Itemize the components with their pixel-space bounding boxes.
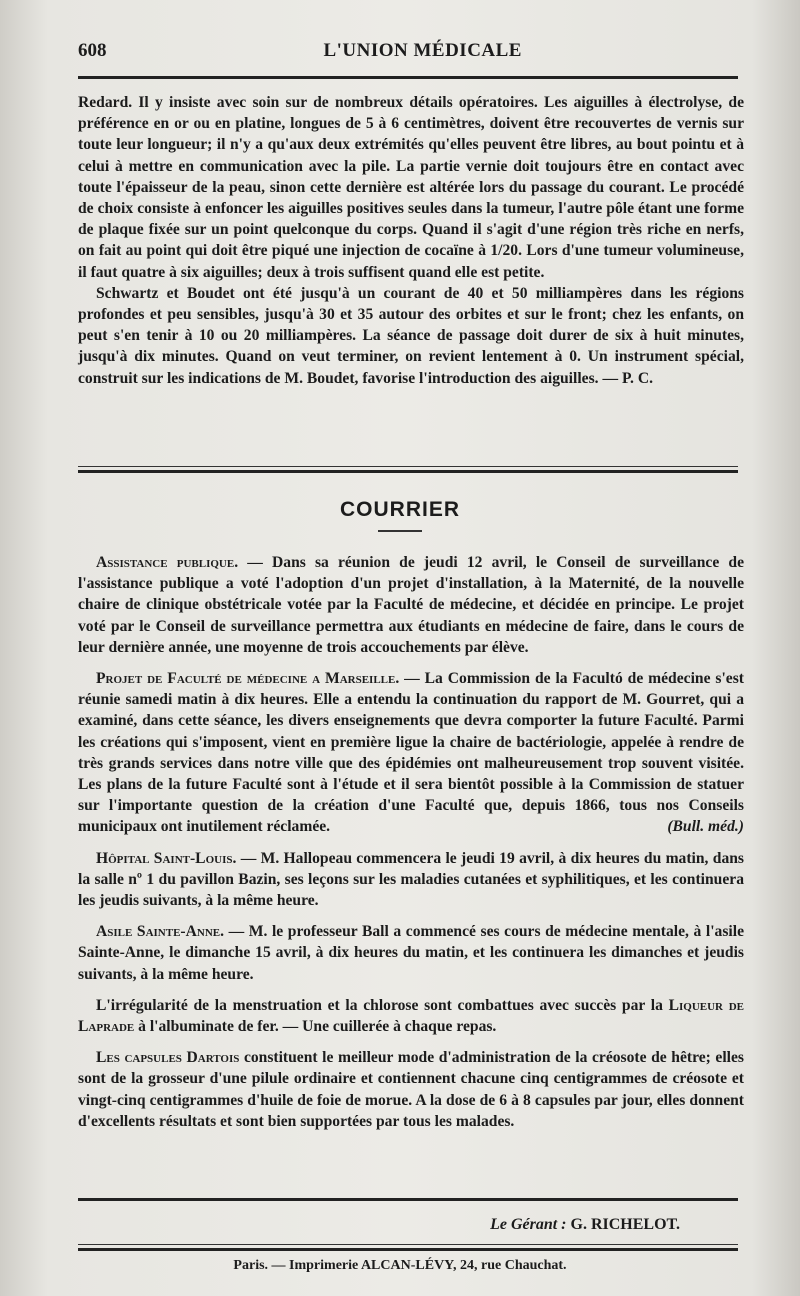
news-source: (Bull. méd.) bbox=[667, 818, 744, 836]
journal-title: L'UNION MÉDICALE bbox=[323, 40, 522, 61]
news-lead: Hôpital Saint-Louis. bbox=[96, 849, 237, 867]
news-item-marseille bbox=[78, 668, 744, 838]
news-text: à l'albuminate de fer. — Une cuillerée à chaque repas. bbox=[134, 1018, 497, 1036]
news-item-dartois bbox=[78, 1047, 744, 1132]
section-title-underline bbox=[378, 530, 422, 532]
news-text: — M. le professeur Ball a commencé ses cours de médecine mentale, à l'asile Sainte-Anne, le dimanche 15 avril, à dix heures du matin, et les continuera les dimanches et jeudis suivants, à la même heure. bbox=[78, 923, 745, 983]
news-pre: L'irrégularité de la menstruation et la chlorose sont combattues avec succès par la bbox=[96, 996, 669, 1014]
page-number: 608 bbox=[78, 40, 107, 61]
news-text: constituent le meilleur mode d'administration de la créosote de hêtre; elles sont de la grosseur d'une pilule ordinaire et contiennent chacune cinq centigrammes de créosote et vingt-cinq centigrammes d'huile de foie de morue. A la dose de 6 à 8 capsules par jour, elles donnent d'excellents résultats et sont bien supportées par tous les malades. bbox=[78, 1049, 745, 1130]
section-rule-bottom bbox=[78, 470, 738, 473]
article-paragraph-1: Redard. Il y insiste avec soin sur de nombreux détails opératoires. Les aiguilles à électrolyse, de préférence en or ou en platine, longues de 5 à 6 centimètres, doivent être recouvertes de vernis sur toute leur longueur; il n'y a qu'aux deux extrémités qu'elles peuvent être libres, au bout pointu et à celui à mettre en communication avec la pile. La partie vernie doit toujours être en contact avec toute l'épaisseur de la peau, sinon cette dernière est altérée lors du passage du courant. Le procédé de choix consiste à enfoncer les aiguilles positives seules dans la tumeur, l'autre pôle étant une forme de plaque fixée sur un point quelconque du corps. Quand il s'agit d'une région très riche en nerfs, on fait au point qui doit être piqué une injection de cocaïne à 1/20. Lors d'une tumeur volumineuse, il faut quatre à six aiguilles; deux à trois suffisent quand elle est petite. bbox=[78, 94, 744, 281]
news-text: — M. Hallopeau commencera le jeudi 19 avril, à dix heures du matin, dans la salle nº 1 du pavillon Bazin, ses leçons sur les maladies cutanées et syphilitiques, et les continuera les jeudis suivants, à la même heure. bbox=[78, 849, 744, 910]
news-item-laprade bbox=[78, 995, 744, 1037]
news-item-assistance bbox=[78, 552, 744, 658]
header-rule bbox=[78, 76, 738, 79]
article-paragraph-2: Schwartz et Boudet ont été jusqu'à un courant de 40 et 50 milliampères dans les régions profondes et peu sensibles, jusqu'à 30 et 35 autour des orbites et sur le front; chez les enfants, on peut s'en tenir à 10 ou 20 milliampères. La séance de passage doit durer de six à huit minutes, jusqu'à dix minutes. Quand on veut terminer, on revient lentement à 0. Un instrument spécial, construit sur les indications de M. Boudet, favorise l'introduction des aiguilles. — P. C. bbox=[78, 284, 744, 387]
signature-name: G. RICHELOT. bbox=[570, 1216, 680, 1233]
news-item-sainte-anne bbox=[78, 921, 744, 985]
signature bbox=[490, 1216, 680, 1234]
news-text: — Dans sa réunion de jeudi 12 avril, le Conseil de surveillance de l'assistance publique a voté l'adoption d'un projet d'installation, à la Maternité, de la nouvelle chaire de clinique obstétricale votée par la Faculté de médecine, et décidée en principe. Le projet voté par le Conseil de surveillance permettra aux étudiants en médecine de faire, dans le cours de leur dernière année, une moyenne de trois accouchements par élève. bbox=[78, 554, 744, 656]
footer-rule bbox=[78, 1248, 738, 1251]
article-continuation bbox=[78, 92, 744, 389]
news-list bbox=[78, 552, 744, 1142]
news-lead: Liqueur de Laprade bbox=[78, 996, 744, 1036]
closing-rule bbox=[78, 1198, 738, 1201]
news-lead: Les capsules Dartois bbox=[96, 1049, 240, 1067]
news-lead: Projet de Faculté de médecine a Marseille. bbox=[96, 670, 400, 688]
news-lead: Assistance publique. bbox=[96, 554, 239, 571]
section-rule-top bbox=[78, 466, 738, 467]
page-header bbox=[78, 40, 742, 74]
news-item-saint-louis bbox=[78, 848, 744, 912]
news-lead: Asile Sainte-Anne. bbox=[96, 923, 225, 941]
news-text: — La Commission de la Facultó de médecine s'est réunie samedi matin à dix heures. Elle a entendu la continuation du rapport de M. Gourret, qui a examiné, dans cette séance, les divers enseignements que devra comporter la future Faculté. Parmi les créations qui s'imposent, vient en première ligue la chaire de bactériologie, appelée à rendre de très grands services dans notre ville que des épidémies ont malheureusement trop souvent visitée. Les plans de la future Faculté sont à l'étude et il sera bientôt possible à la Commission de statuer sur l'importante question de la création d'une Faculté que, depuis 1866, tous nos Conseils municipaux ont inutilement réclamée. bbox=[78, 670, 744, 836]
section-title: COURRIER bbox=[339, 498, 460, 521]
imprint: Paris. — Imprimerie ALCAN-LÉVY, 24, rue Chauchat. bbox=[233, 1258, 567, 1273]
signature-label: Le Gérant : bbox=[490, 1216, 567, 1233]
footer-rule-top bbox=[78, 1244, 738, 1245]
